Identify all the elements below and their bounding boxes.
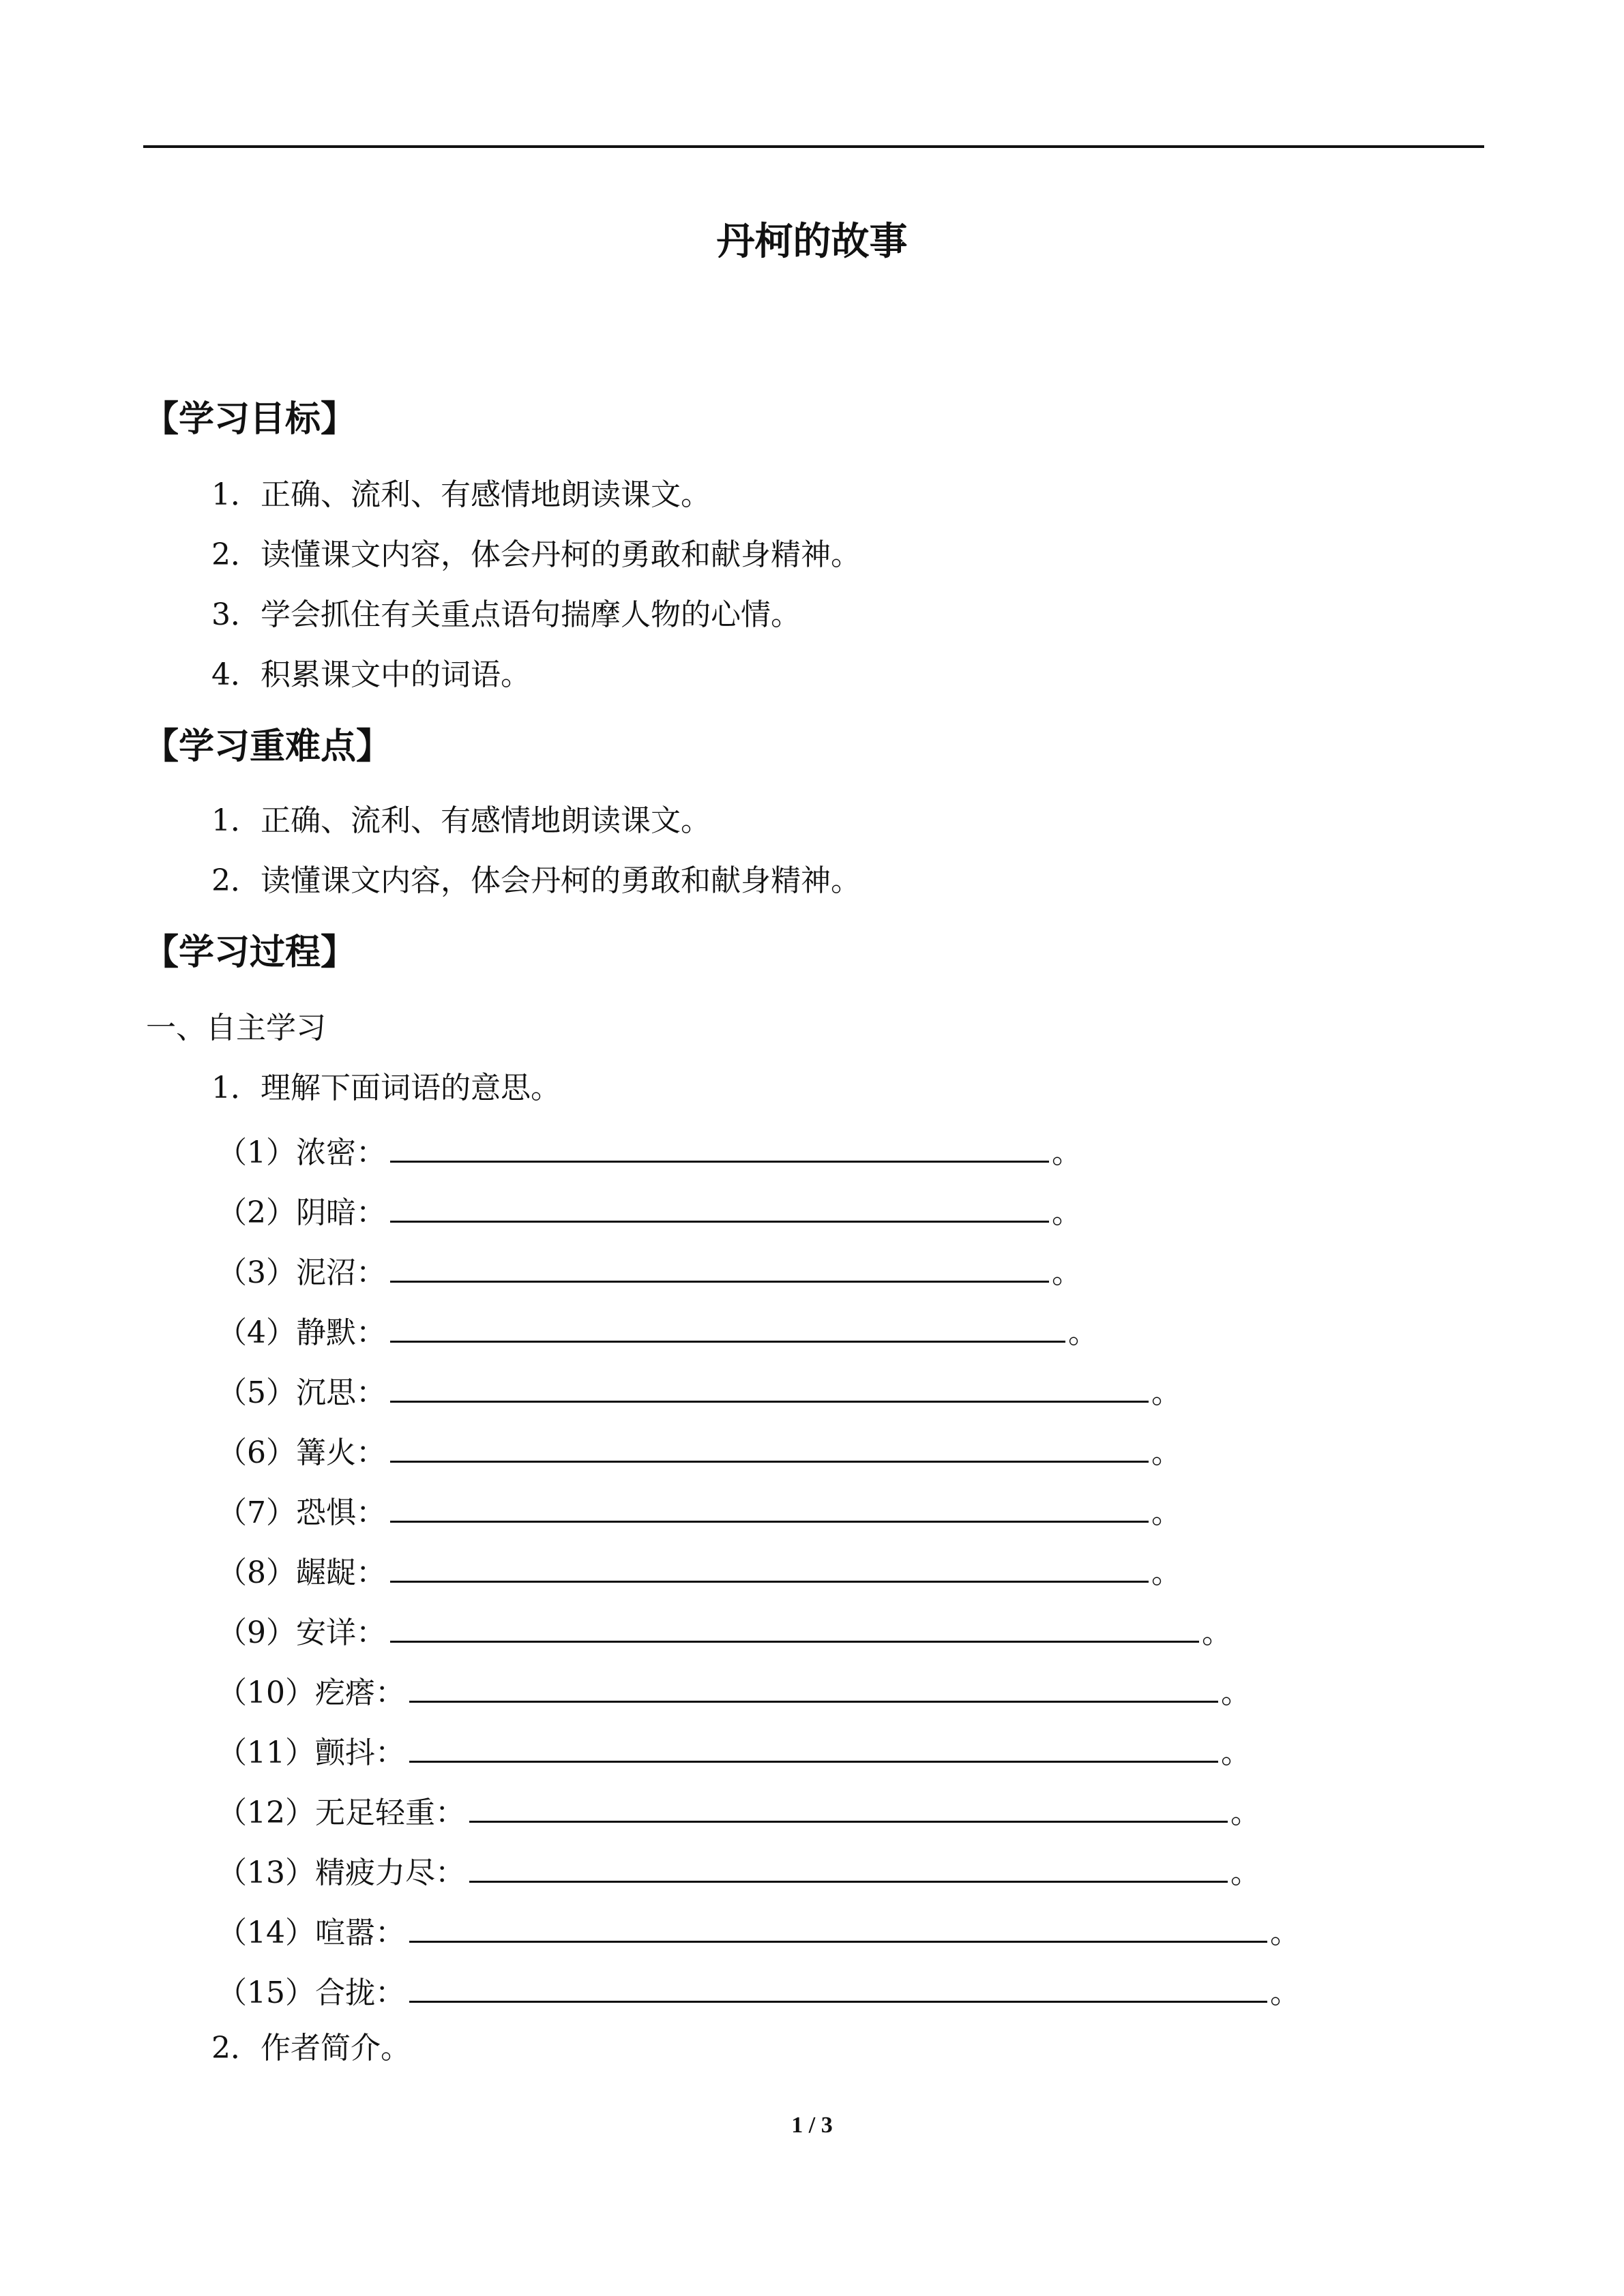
vocab-row [217,1731,1251,1772]
vocab-row [217,1371,1181,1412]
vocab-end-mark: 。 [1270,1915,1300,1950]
part-heading-self-study: 一、自主学习 [146,1011,326,1045]
vocab-label: （6）篝火： [217,1435,386,1470]
vocab-end-mark: 。 [1221,1675,1251,1710]
answer-blank[interactable] [390,1491,1149,1523]
answer-blank[interactable] [390,1431,1149,1463]
vocab-row [217,1611,1232,1652]
vocab-row [217,1671,1251,1712]
task-heading-author: 2．作者简介。 [211,2031,411,2066]
vocab-row [217,1911,1300,1952]
answer-blank[interactable] [409,1971,1267,2003]
vocab-row [217,1551,1181,1592]
vocab-end-mark: 。 [1052,1135,1082,1170]
document-title: 丹柯的故事 [716,220,908,264]
vocab-row [217,1251,1082,1292]
answer-blank[interactable] [390,1191,1049,1223]
vocab-row [217,1431,1181,1472]
answer-blank[interactable] [390,1131,1049,1163]
vocab-end-mark: 。 [1052,1255,1082,1290]
vocab-label: （13）精疲力尽： [217,1855,465,1890]
vocab-label: （4）静默： [217,1315,386,1350]
vocab-end-mark: 。 [1151,1375,1181,1410]
vocab-row [217,1791,1260,1832]
answer-blank[interactable] [409,1911,1267,1943]
vocab-label: （10）疙瘩： [217,1675,405,1710]
vocab-end-mark: 。 [1230,1855,1260,1890]
header-rule [143,145,1484,148]
vocab-end-mark: 。 [1230,1795,1260,1830]
section-heading-process: 【学习过程】 [143,932,357,973]
answer-blank[interactable] [469,1851,1228,1883]
vocab-row [217,1971,1300,2012]
answer-blank[interactable] [409,1671,1218,1703]
section-heading-key-points: 【学习重难点】 [143,726,392,767]
vocab-end-mark: 。 [1151,1555,1181,1590]
vocab-label: （1）浓密： [217,1135,386,1170]
vocab-end-mark: 。 [1202,1615,1232,1650]
vocab-end-mark: 。 [1052,1195,1082,1230]
key-point-item: 2．读懂课文内容，体会丹柯的勇敢和献身精神。 [211,863,861,898]
goal-item: 2．读懂课文内容，体会丹柯的勇敢和献身精神。 [211,537,861,572]
goal-item: 4．积累课文中的词语。 [211,657,531,692]
vocab-end-mark: 。 [1151,1435,1181,1470]
page-number: 1 / 3 [791,2113,833,2138]
answer-blank[interactable] [409,1731,1218,1763]
goal-item: 1．正确、流利、有感情地朗读课文。 [211,477,711,512]
vocab-label: （2）阴暗： [217,1195,386,1230]
vocab-label: （7）恐惧： [217,1495,386,1530]
vocab-label: （3）泥沼： [217,1255,386,1290]
vocab-end-mark: 。 [1151,1495,1181,1530]
task-heading-vocab: 1．理解下面词语的意思。 [211,1071,561,1105]
vocab-label: （11）颤抖： [217,1735,405,1770]
answer-blank[interactable] [390,1551,1149,1583]
vocab-end-mark: 。 [1068,1315,1098,1350]
vocab-label: （5）沉思： [217,1375,386,1410]
vocab-label: （14）喧嚣： [217,1915,405,1950]
vocab-end-mark: 。 [1270,1976,1300,2010]
vocab-end-mark: 。 [1221,1735,1251,1770]
key-point-item: 1．正确、流利、有感情地朗读课文。 [211,803,711,838]
vocab-row [217,1851,1260,1892]
vocab-label: （15）合拢： [217,1976,405,2010]
section-heading-goals: 【学习目标】 [143,399,357,440]
answer-blank[interactable] [469,1791,1228,1823]
vocab-row [217,1131,1082,1172]
vocab-row [217,1191,1082,1232]
vocab-label: （12）无足轻重： [217,1795,465,1830]
vocab-label: （9）安详： [217,1615,386,1650]
answer-blank[interactable] [390,1251,1049,1283]
vocab-row [217,1491,1181,1532]
answer-blank[interactable] [390,1371,1149,1403]
goal-item: 3．学会抓住有关重点语句揣摩人物的心情。 [211,597,801,632]
answer-blank[interactable] [390,1311,1065,1343]
vocab-label: （8）龌龊： [217,1555,386,1590]
answer-blank[interactable] [390,1611,1199,1643]
vocab-row [217,1311,1098,1352]
